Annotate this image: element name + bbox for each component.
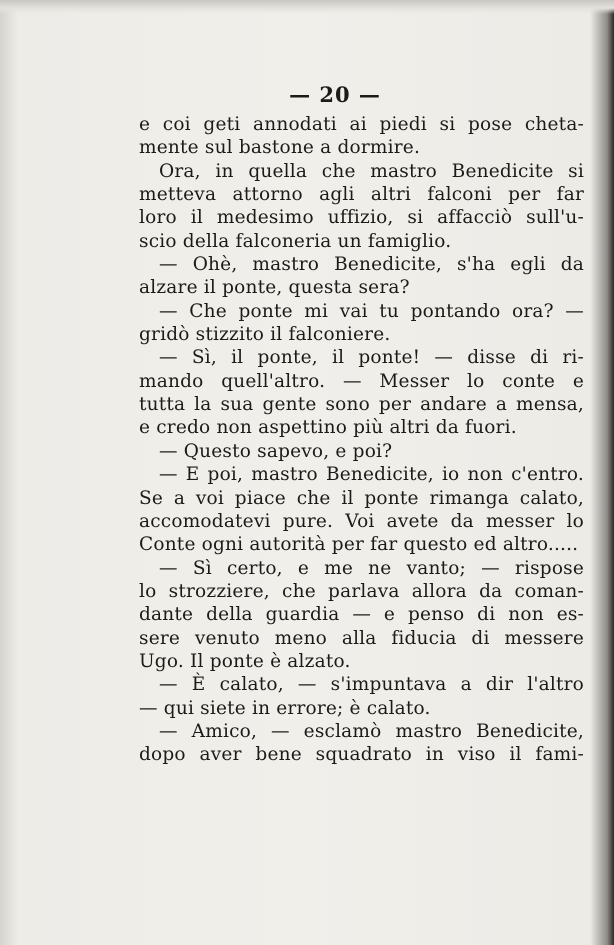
text-line: — Che ponte mi vai tu pontando ora? — bbox=[159, 300, 584, 322]
text-line: Ugo. Il ponte è alzato. bbox=[139, 650, 351, 672]
text-line: gridò stizzito il falconiere. bbox=[139, 324, 391, 346]
text-line: tutta la sua gente sono per andare a mensa, bbox=[139, 394, 584, 416]
text-line: lo strozziere, che parlava allora da coman- bbox=[139, 580, 584, 602]
text-line: — Sì certo, e me ne vanto; — rispose bbox=[159, 557, 584, 579]
text-line: e coi geti annodati ai piedi si pose cheta- bbox=[139, 114, 584, 135]
page-top-edge bbox=[0, 0, 614, 14]
text-line: — Ohè, mastro Benedicite, s'ha egli da bbox=[159, 254, 584, 276]
text-line: alzare il ponte, questa sera? bbox=[139, 277, 410, 299]
page-number: — 20 — bbox=[289, 82, 381, 107]
text-line: dante della guardia — e penso di non es- bbox=[139, 604, 584, 626]
text-line: mando quell'altro. — Messer lo conte e bbox=[139, 370, 584, 392]
text-line: Conte ogni autorità per far questo ed altro..... bbox=[139, 534, 579, 556]
text-line: Se a voi piace che il ponte rimanga calato, bbox=[139, 487, 584, 509]
text-line: — Amico, — esclamò mastro Benedicite, bbox=[159, 720, 584, 742]
text-line: accomodatevi pure. Voi avete da messer lo bbox=[139, 510, 584, 532]
text-line: — Questo sapevo, e poi? bbox=[159, 440, 393, 462]
text-line: mente sul bastone a dormire. bbox=[139, 137, 421, 159]
text-line: e credo non aspettino più altri da fuori. bbox=[139, 417, 517, 439]
body-text bbox=[139, 113, 584, 767]
text-line: Ora, in quella che mastro Benedicite si bbox=[159, 160, 584, 182]
text-line: loro il medesimo uffizio, si affacciò sull'u- bbox=[139, 207, 584, 229]
text-line: — È calato, — s'impuntava a dir l'altro bbox=[159, 674, 584, 696]
text-line: sere venuto meno alla fiducia di messere bbox=[139, 627, 584, 649]
text-line: metteva attorno agli altri falconi per far bbox=[139, 184, 584, 206]
text-line: scio della falconeria un famiglio. bbox=[139, 230, 452, 252]
text-line: — Sì, il ponte, il ponte! — disse di ri- bbox=[159, 347, 584, 369]
text-line: — qui siete in errore; è calato. bbox=[139, 697, 431, 719]
text-line: dopo aver bene squadrato in viso il fami- bbox=[139, 744, 584, 766]
text-line: — E poi, mastro Benedicite, io non c'entro. bbox=[159, 464, 584, 486]
